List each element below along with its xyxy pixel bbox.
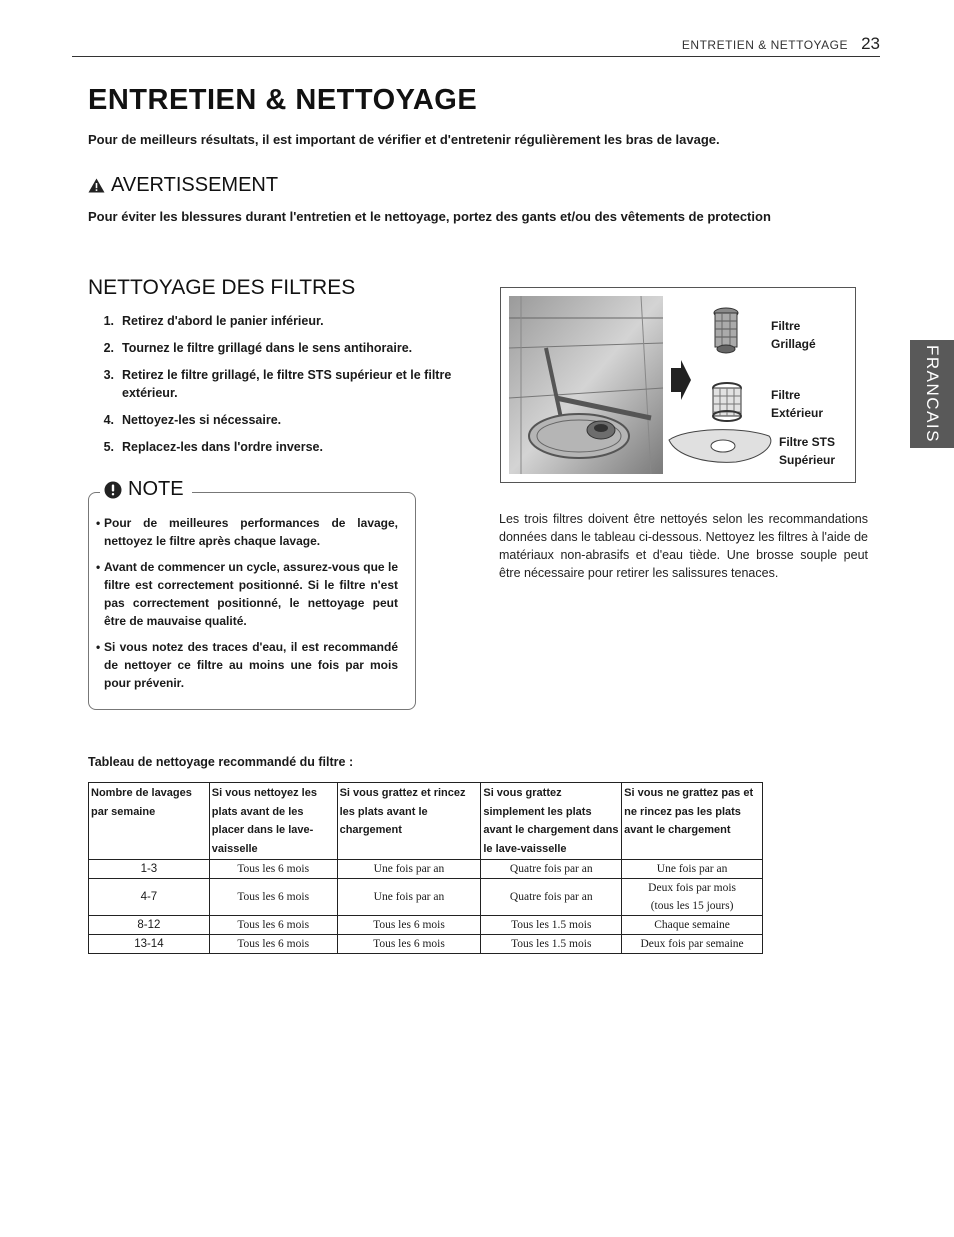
table-row [89, 860, 763, 879]
table-cell: Deux fois par semaine [622, 935, 763, 954]
page-title: ENTRETIEN & NETTOYAGE [88, 84, 478, 116]
note-item: • Si vous notez des traces d'eau, il est recommandé de nettoyer ce filtre au moins une fois par mois pour prévenir. [96, 640, 398, 690]
table-header-row [89, 783, 763, 860]
sts-filter-label-line2: Supérieur [779, 453, 836, 467]
note-list [96, 514, 398, 700]
warning-triangle-icon [88, 178, 105, 193]
running-header-section: ENTRETIEN & NETTOYAGE [681, 38, 848, 52]
mesh-filter-label-line2: Grillagé [771, 337, 816, 351]
sts-filter-label [779, 433, 835, 469]
steps-list [88, 312, 458, 465]
step-text: Retirez le filtre grillagé, le filtre STS supérieur et le filtre extérieur. [122, 368, 452, 400]
note-item-text: Avant de commencer un cycle, assurez-vous que le filtre est correctement positionné. Si le filtre n'est pas correctement positionné, le nettoyage peut être de mauvaise qualité. [104, 560, 398, 628]
table-row [89, 916, 763, 935]
step-text: Nettoyez-les si nécessaire. [122, 413, 282, 427]
sts-filter-label-line1: Filtre STS [779, 435, 836, 449]
outer-filter-label-line2: Extérieur [771, 406, 824, 420]
table-cell: Une fois par an [337, 860, 481, 879]
mesh-filter-icon [714, 308, 738, 353]
note-heading [100, 478, 192, 501]
note-item: • Pour de meilleures performances de lavage, nettoyez le filtre après chaque lavage. [96, 516, 398, 548]
table-cell: Tous les 6 mois [209, 879, 337, 916]
table-cell: Tous les 1.5 mois [481, 916, 622, 935]
table-cell: Tous les 6 mois [209, 860, 337, 879]
step-number: 4. [103, 413, 114, 427]
table-cell: Une fois par an [337, 879, 481, 916]
note-item-text: Si vous notez des traces d'eau, il est recommandé de nettoyer ce filtre au moins une fois par mois pour prévenir. [104, 640, 398, 690]
table-cell: Deux fois par mois (tous les 15 jours) [622, 879, 763, 916]
table-row [89, 935, 763, 954]
mesh-filter-label-line1: Filtre [771, 319, 801, 333]
table-cell: Chaque semaine [622, 916, 763, 935]
table-cell: Une fois par an [622, 860, 763, 879]
table-cell: Tous les 6 mois [209, 916, 337, 935]
step-item [88, 339, 458, 357]
step-text: Retirez d'abord le panier inférieur. [122, 314, 324, 328]
step-item [88, 438, 458, 456]
table-cell: 4-7 [89, 879, 210, 916]
table-cell: 13-14 [89, 935, 210, 954]
note-heading-text: NOTE [128, 478, 184, 500]
outer-filter-label-line1: Filtre [771, 388, 801, 402]
outer-filter-icon [713, 383, 741, 421]
column-header: Si vous grattez simplement les plats avant le chargement dans le lave-vaisselle [481, 783, 622, 860]
filter-figure [500, 287, 856, 483]
table-cell: 1-3 [89, 860, 210, 879]
table-cell: Tous les 6 mois [337, 916, 481, 935]
page-number: 23 [861, 34, 880, 53]
step-number: 3. [103, 368, 114, 382]
running-header [72, 36, 880, 57]
table-cell: 8-12 [89, 916, 210, 935]
table-row [89, 879, 763, 916]
sts-filter-icon [669, 430, 771, 463]
table-cell: Quatre fois par an [481, 879, 622, 916]
mesh-filter-label [771, 317, 816, 353]
table-cell: Tous les 6 mois [337, 935, 481, 954]
warning-text: Pour éviter les blessures durant l'entretien et le nettoyage, portez des gants et/ou des vêtements de protection [88, 209, 771, 224]
language-side-tab-label: FRANCAIS [923, 345, 942, 443]
step-number: 1. [103, 314, 114, 328]
step-item [88, 366, 458, 402]
step-text: Replacez-les dans l'ordre inverse. [122, 440, 323, 454]
column-header: Si vous grattez et rincez les plats avant le chargement [337, 783, 481, 860]
note-item-text: Pour de meilleures performances de lavage, nettoyez le filtre après chaque lavage. [104, 516, 398, 548]
step-number: 5. [103, 440, 114, 454]
exclamation-circle-icon [104, 481, 122, 499]
column-header: Nombre de lavages par semaine [89, 783, 210, 860]
table-caption: Tableau de nettoyage recommandé du filtre : [88, 755, 354, 769]
column-header: Si vous nettoyez les plats avant de les placer dans le lave-vaisselle [209, 783, 337, 860]
table-cell: Tous les 1.5 mois [481, 935, 622, 954]
table-cell: Tous les 6 mois [209, 935, 337, 954]
step-item [88, 411, 458, 429]
table-cell: Quatre fois par an [481, 860, 622, 879]
filters-description: Les trois filtres doivent être nettoyés selon les recommandations données dans le tableau ci-dessous. Nettoyez les filtres à l'aide de matériaux non-abrasifs et d'eau tiède. Une brosse souple peut être nécessaire pour retirer les salissures tenaces. [499, 512, 868, 580]
intro-text: Pour de meilleurs résultats, il est important de vérifier et d'entretenir régulièrement les bras de lavage. [88, 132, 720, 147]
column-header: Si vous ne grattez pas et ne rincez pas les plats avant le chargement [622, 783, 763, 860]
cleaning-table [88, 782, 763, 954]
section-heading-filters: NETTOYAGE DES FILTRES [88, 276, 356, 299]
warning-heading [88, 174, 278, 197]
step-number: 2. [103, 341, 114, 355]
step-item [88, 312, 458, 330]
language-side-tab [910, 340, 954, 448]
note-item: • Avant de commencer un cycle, assurez-vous que le filtre est correctement positionné. Si le filtre n'est pas correctement positionné, le nettoyage peut être de mauvaise qualité. [96, 560, 398, 628]
step-text: Tournez le filtre grillagé dans le sens antihoraire. [122, 341, 413, 355]
arrow-icon [671, 360, 691, 400]
dishwasher-interior-photo [509, 296, 663, 474]
outer-filter-label [771, 386, 823, 422]
warning-heading-text: AVERTISSEMENT [111, 174, 279, 196]
